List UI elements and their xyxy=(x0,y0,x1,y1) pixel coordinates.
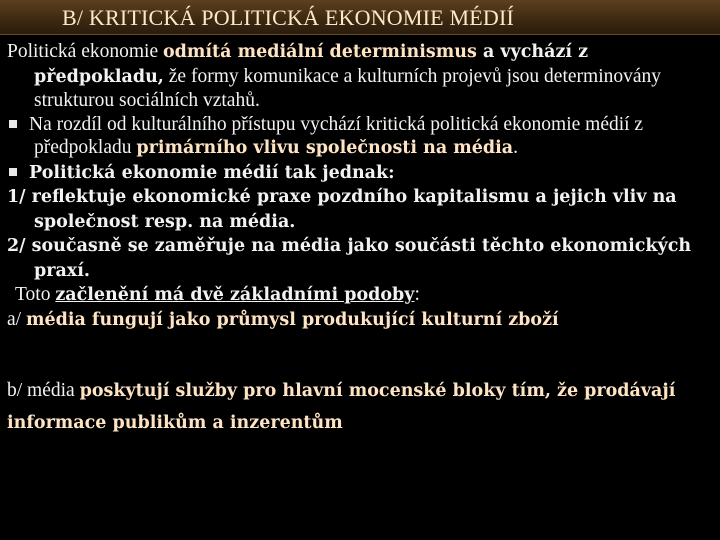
text-run: Na rozdíl od kulturálního přístupu vychází kritická politická ekonomie médií z předpokladu xyxy=(29,113,644,158)
text-run: Toto xyxy=(15,284,56,305)
bold-text: předpokladu, xyxy=(34,66,164,87)
lettered-item-b xyxy=(7,375,713,439)
text-run: že formy komunikace a kulturních projevů jsou determinovány strukturou sociálních vztahů. xyxy=(34,65,662,111)
paragraph-determinism xyxy=(7,40,713,113)
underlined-text: začlenění má dvě základními podoby xyxy=(55,285,415,305)
lettered-item-a xyxy=(7,308,713,333)
highlight-text: média fungují jako průmysl produkující kulturní zboží xyxy=(25,309,559,330)
square-bullet-icon xyxy=(9,120,17,128)
bold-text: 2/ současně se zaměřuje na média jako součásti těchto ekonomických praxí. xyxy=(7,236,692,281)
slide-body xyxy=(7,40,713,439)
text-run: Politická ekonomie xyxy=(7,41,163,62)
text-run: . xyxy=(513,137,519,158)
text-run: : xyxy=(414,284,420,305)
text-run: b/ média xyxy=(7,380,80,401)
spacer xyxy=(7,332,713,354)
bold-text: Politická ekonomie médií tak jednak: xyxy=(29,162,395,183)
highlight-text: primárního vlivu společnosti na média xyxy=(136,138,514,158)
paragraph-two-forms xyxy=(7,283,713,308)
numbered-item-1 xyxy=(7,185,713,234)
highlight-text: poskytují služby pro hlavní mocenské bloky tím, že prodávají informace publikům a inzerentům xyxy=(7,381,676,433)
bold-text: a vychází z xyxy=(476,42,589,62)
slide-title: B/ KRITICKÁ POLITICKÁ EKONOMIE MÉDIÍ xyxy=(62,5,515,30)
text-run: a/ xyxy=(7,308,26,330)
highlight-text: odmítá mediální determinismus xyxy=(162,42,477,62)
numbered-item-2 xyxy=(7,234,713,283)
title-bar xyxy=(0,0,720,35)
bold-text: 1/ reflektuje ekonomické praxe pozdního kapitalismu a jejich vliv na společnost resp. na média. xyxy=(7,187,677,232)
bullet-item-political-economy xyxy=(7,161,713,186)
square-bullet-icon xyxy=(9,168,17,176)
bullet-item-primary-influence xyxy=(7,113,713,161)
